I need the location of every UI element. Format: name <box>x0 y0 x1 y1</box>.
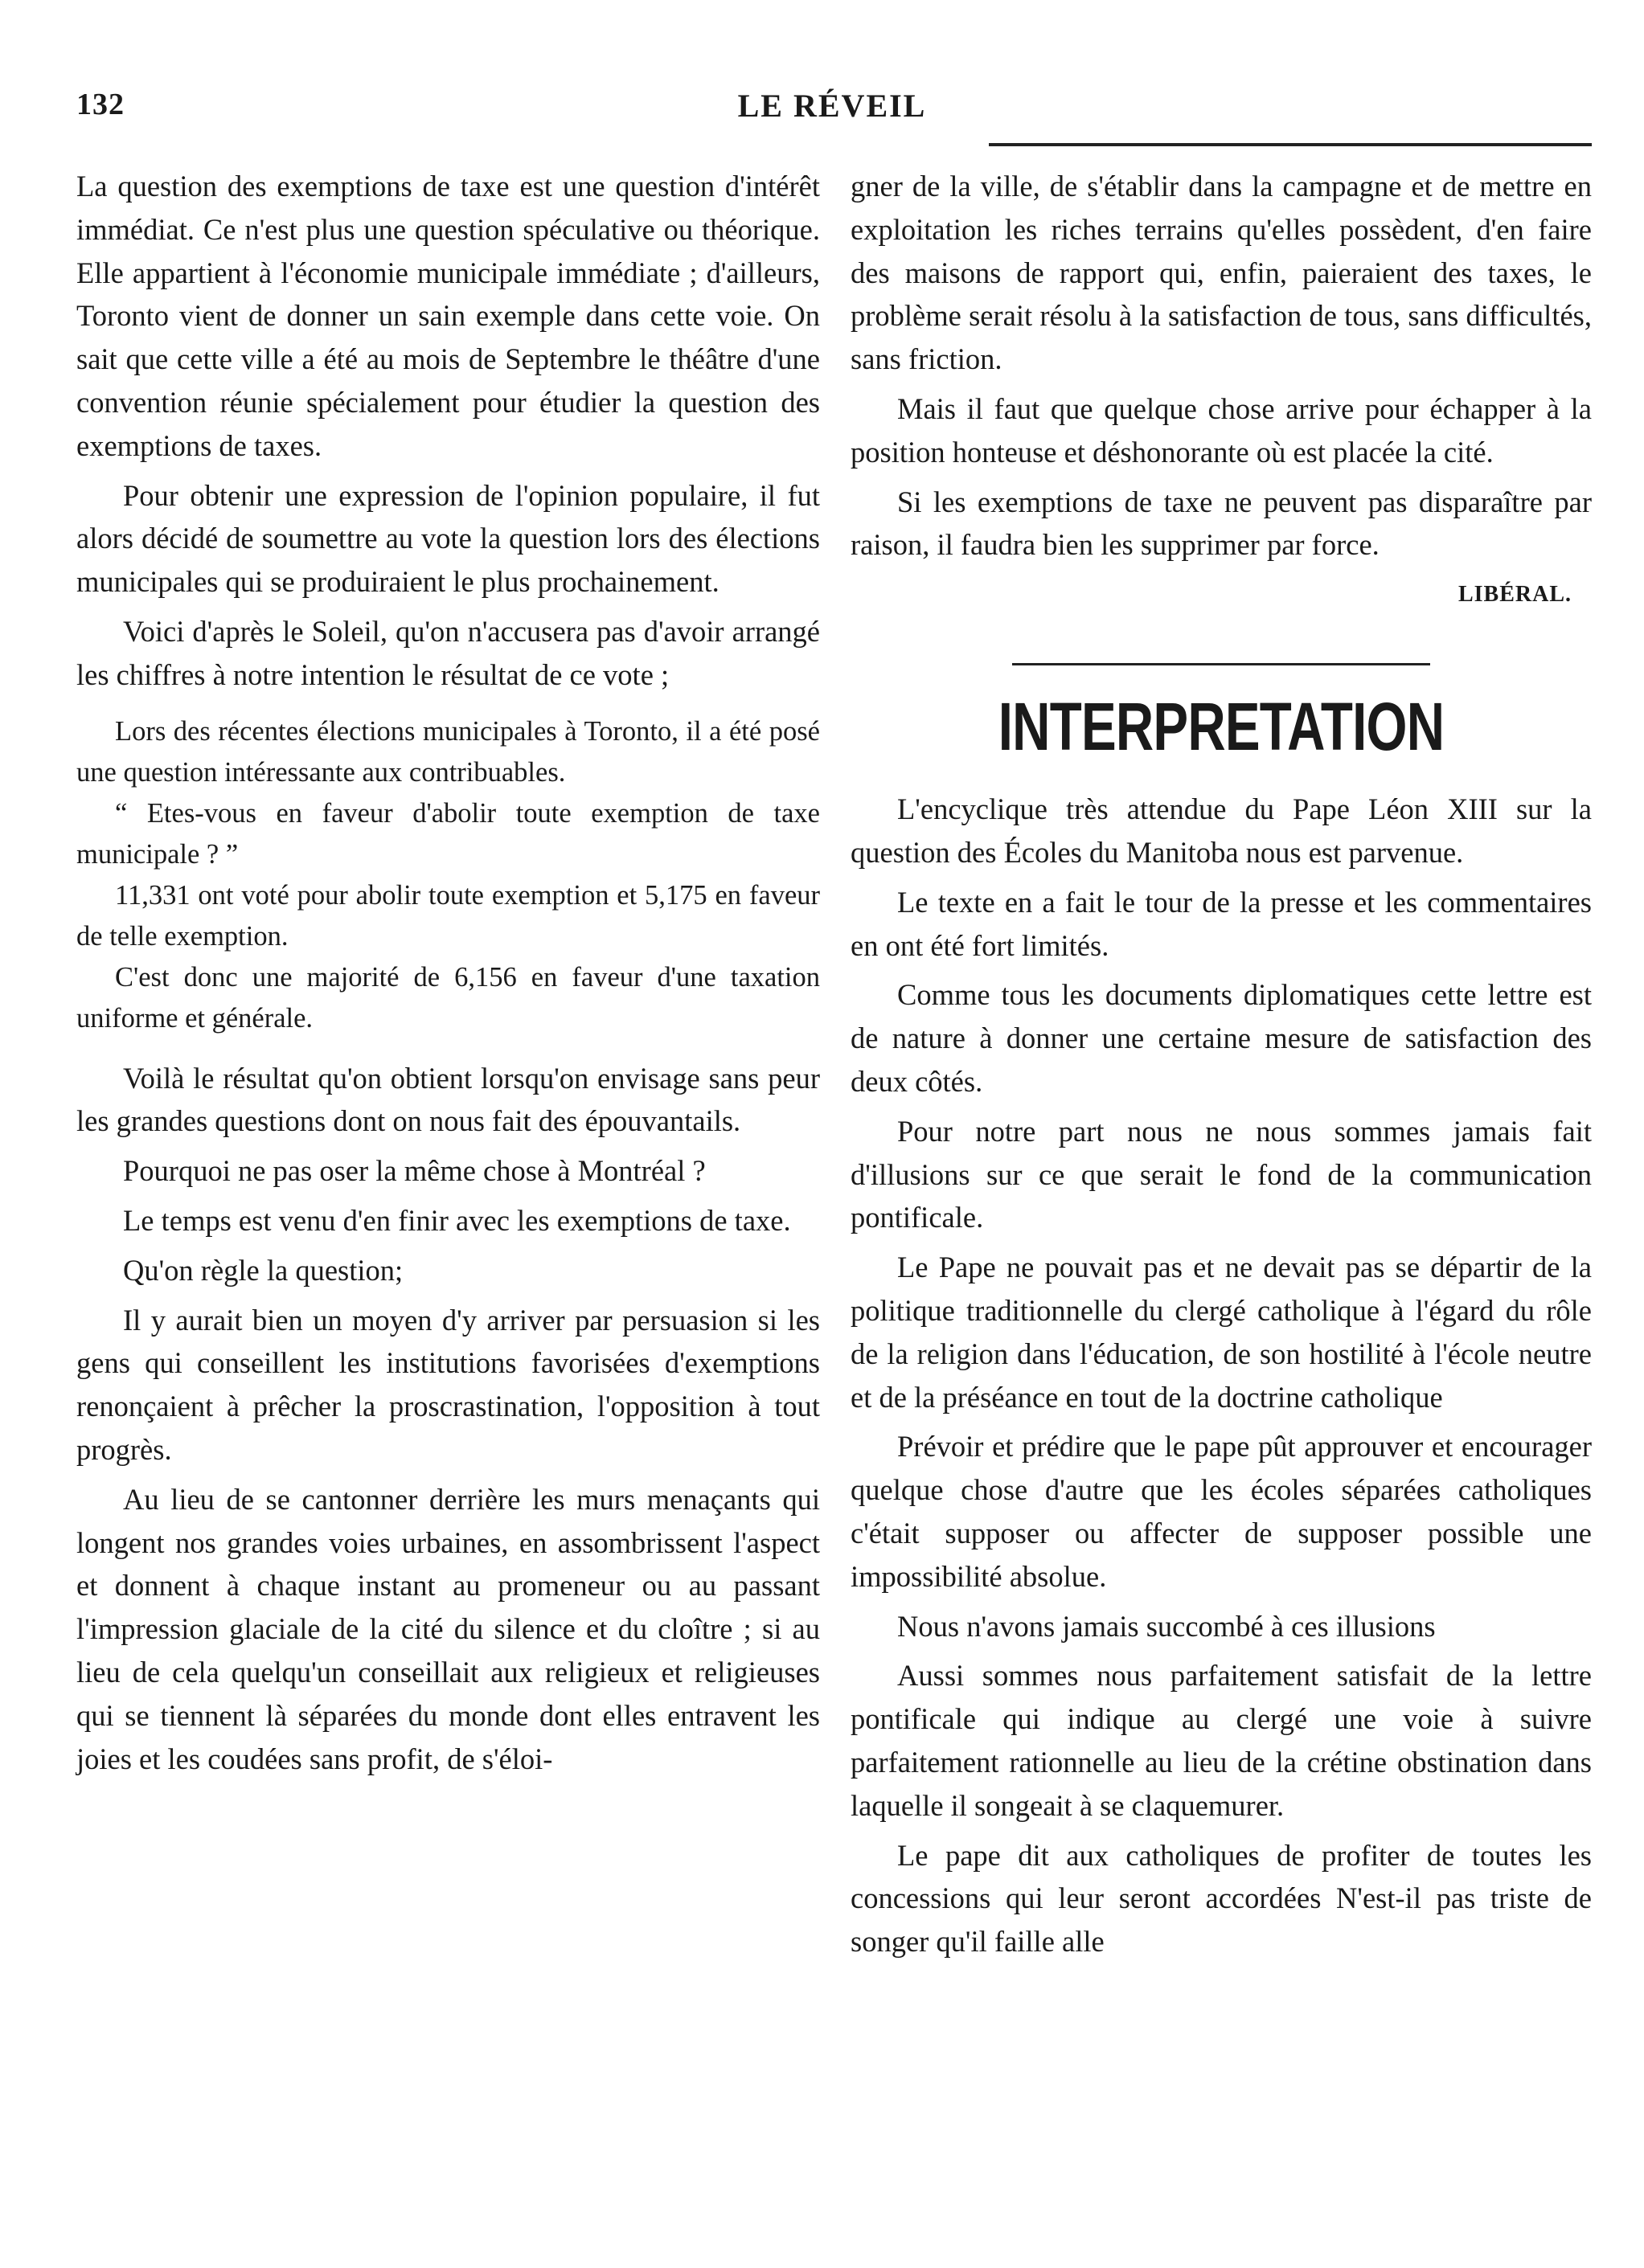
paragraph: Voici d'après le Soleil, qu'on n'accusera pas d'avoir arrangé les chiffres à notre intention le résultat de ce vote ; <box>76 614 820 691</box>
paragraph: Qu'on règle la question; <box>123 1253 404 1287</box>
paragraph: Mais il faut que quelque chose arrive pour échapper à la position honteuse et déshonorante où est placée la cité. <box>851 391 1592 469</box>
author-signature: LIBÉRAL. <box>1457 582 1572 608</box>
paragraph: L'encyclique très attendue du Pape Léon XIII sur la question des Écoles du Manitoba nous est parvenue. <box>851 792 1592 869</box>
paragraph: Nous n'avons jamais succombé à ces illusions <box>897 1609 1436 1643</box>
paragraph: Le pape dit aux catholiques de profiter de toutes les concessions qui leur seront accordées N'est-il pas triste de songer qu'il faille alle <box>851 1838 1592 1959</box>
paragraph: Voilà le résultat qu'on obtient lorsqu'on envisage sans peur les grandes questions dont on nous fait des épouvantails. <box>76 1061 820 1138</box>
paragraph: Aussi sommes nous parfaitement satisfait de la lettre pontificale qui indique au clergé une voie à suivre parfaitement rationnelle au lieu de la crétine obstination dans laquelle il songeait à se claquemurer. <box>851 1659 1592 1822</box>
paragraph: gner de la ville, de s'établir dans la campagne et de mettre en exploitation les riches terrains qu'elles possèdent, d'en faire des maisons de rapport qui, enfin, paieraient des taxes, le problème serait résolu à la satisfaction de tous, sans difficultés, sans friction. <box>851 170 1592 376</box>
paragraph: Il y aurait bien un moyen d'y arriver par persuasion si les gens qui conseillent les institutions favorisées d'exemptions renonçaient à prêcher la proscrastination, l'opposition à tout progrès. <box>76 1303 820 1466</box>
paragraph: Si les exemptions de taxe ne peuvent pas disparaître par raison, il faudra bien les supprimer par force. <box>851 485 1592 562</box>
left-column <box>76 165 820 1787</box>
paragraph: Le temps est venu d'en finir avec les exemptions de taxe. <box>123 1203 791 1237</box>
header-rule <box>989 143 1592 146</box>
page-header <box>76 87 1588 135</box>
paragraph: Pourquoi ne pas oser la même chose à Montréal ? <box>123 1154 706 1188</box>
paragraph: Comme tous les documents diplomatiques cette lettre est de nature à donner une certaine mesure de satisfaction des deux côtés. <box>851 978 1592 1098</box>
page-number: 132 <box>76 88 125 121</box>
paragraph: Pour obtenir une expression de l'opinion populaire, il fut alors décidé de soumettre au vote la question lors des élections municipales qui se produiraient le plus prochainement. <box>76 478 820 599</box>
paragraph: Pour notre part nous ne nous sommes jamais fait d'illusions sur ce que serait le fond de la communication pontificale. <box>851 1114 1592 1234</box>
paragraph: Au lieu de se cantonner derrière les murs menaçants qui longent nos grandes voies urbaines, en assombrissent l'aspect et donnent à chaque instant au promeneur ou au passant l'impression glaciale de la cité du silence et du cloître ; si au lieu de cela quelqu'un conseillait aux religieux et religieuses qui se tiennent là séparées du monde dont elles entravent les joies et les coudées sans profit, de s'éloi- <box>76 1482 820 1775</box>
paragraph: La question des exemptions de taxe est une question d'intérêt immédiat. Ce n'est plus une question spéculative ou théorique. Elle appartient à l'économie municipale immédiate ; d'ailleurs, Toronto vient de donner un sain exemple dans cette voie. On sait que cette ville a été au mois de Septembre le théâtre d'une convention réunie spécialement pour étudier la question des exemptions de taxes. <box>76 170 820 462</box>
paragraph: Le texte en a fait le tour de la presse et les commentaires en ont été fort limités. <box>851 885 1592 962</box>
quote-paragraph: Lors des récentes élections municipales à Toronto, il a été posé une question intéressante aux contribuables. <box>76 715 820 788</box>
quoted-excerpt <box>76 711 820 1039</box>
quote-paragraph: 11,331 ont voté pour abolir toute exemption et 5,175 en faveur de telle exemption. <box>76 879 820 952</box>
quote-paragraph: C'est donc une majorité de 6,156 en faveur d'une taxation uniforme et générale. <box>76 961 820 1034</box>
section-heading: INTERPRETATION <box>998 689 1445 765</box>
quote-paragraph: “ Etes-vous en faveur d'abolir toute exemption de taxe municipale ? ” <box>76 797 820 870</box>
paragraph: Le Pape ne pouvait pas et ne devait pas se départir de la politique traditionnelle du clergé catholique à l'égard du rôle de la religion dans l'éducation, de son hostilité à l'école neutre et de la préséance en tout de la doctrine catholique <box>851 1251 1592 1414</box>
section-divider <box>1012 663 1430 665</box>
right-column <box>851 165 1592 1970</box>
running-title: LE RÉVEIL <box>737 88 927 124</box>
paragraph: Prévoir et prédire que le pape pût approuver et encourager quelque chose d'autre que les écoles séparées catholiques c'était supposer ou affecter de supposer possible une impossibilité absolue. <box>851 1430 1592 1593</box>
